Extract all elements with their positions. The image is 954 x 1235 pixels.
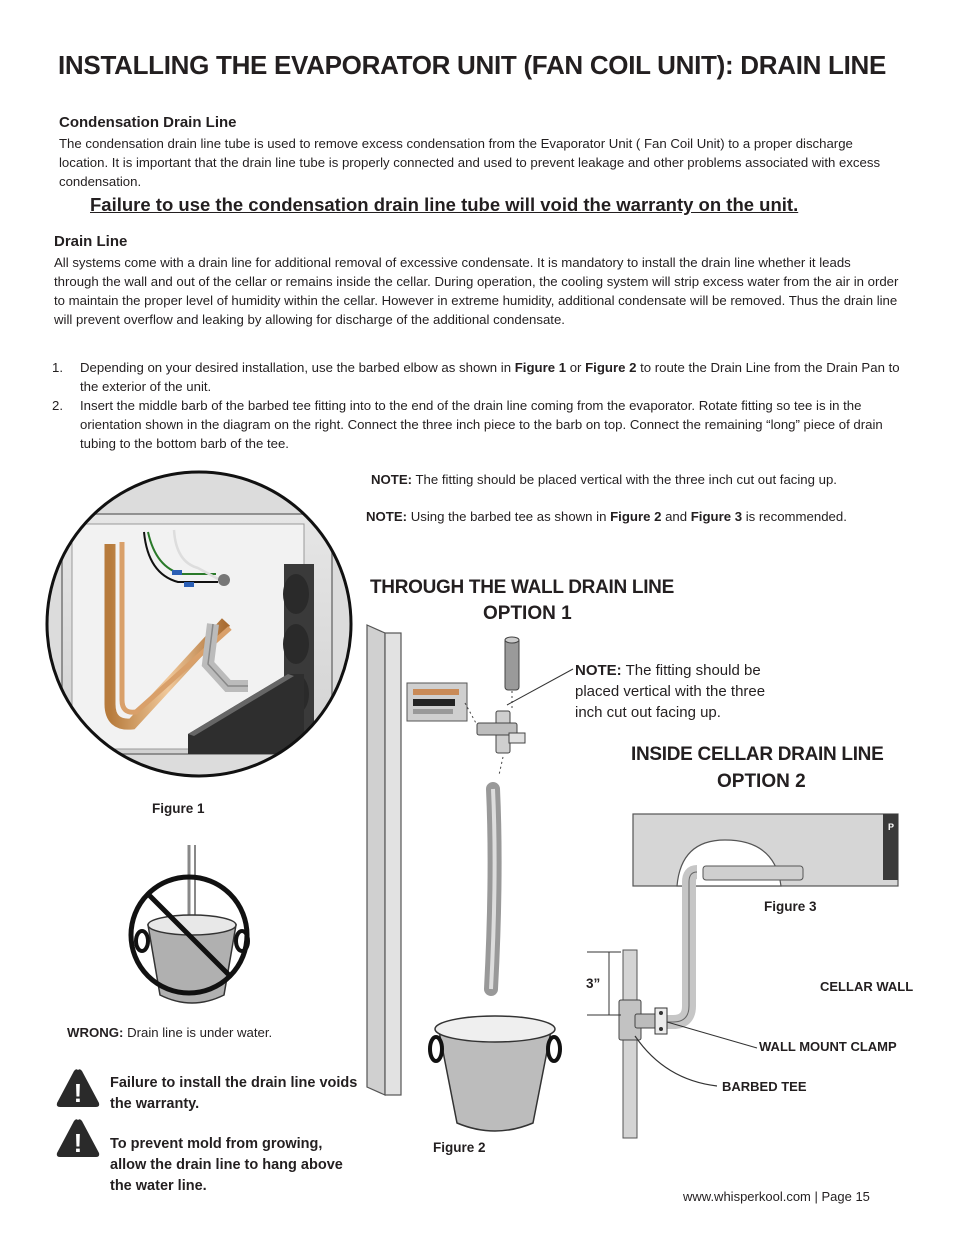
warning-text-mold: To prevent mold from growing, allow the drain line to hang above the water line. (110, 1136, 343, 1194)
cellar-wall-label: CELLAR WALL (820, 979, 914, 994)
figure1-caption: Figure 1 (152, 801, 205, 816)
step-item (52, 396, 902, 453)
barbed-tee-label: BARBED TEE (722, 1079, 807, 1094)
note-label: NOTE: (366, 509, 408, 524)
figure-ref: Figure 3 (690, 509, 743, 524)
wrong-text: Drain line is under water. (123, 1025, 273, 1040)
through-wall-heading: THROUGH THE WALL DRAIN LINE (370, 577, 674, 598)
figure-ref: Figure 1 (514, 360, 567, 375)
note-text: The fitting should be placed vertical with the three inch cut out facing up. (412, 472, 837, 487)
steps-list (52, 358, 902, 453)
note-tee (575, 660, 795, 723)
step-text: to route the Drain Line from the Drain Pan to the exterior of the unit. (80, 360, 900, 394)
wrong-caption (67, 1025, 272, 1040)
warning-triangle-icon (56, 1068, 100, 1108)
figure-ref: Figure 2 (610, 509, 662, 524)
note-text: Using the barbed tee as shown in (407, 509, 611, 524)
unit-letter: P (888, 822, 895, 832)
note-text: The fitting should be placed vertical with the three inch cut out facing up. (575, 662, 766, 721)
note-label: NOTE: (371, 472, 413, 487)
figure1-illustration (48, 464, 354, 806)
note-text: and (661, 509, 691, 524)
warning-triangle-icon (56, 1118, 100, 1158)
figure2-caption: Figure 2 (433, 1140, 486, 1155)
note-recommended (366, 509, 911, 524)
step-text: or (566, 360, 586, 375)
warning-text-warranty: Failure to install the drain line voids the warranty. (110, 1075, 358, 1112)
step-item (52, 358, 902, 396)
option1-heading: OPTION 1 (483, 603, 572, 624)
wall-mount-clamp-label: WALL MOUNT CLAMP (759, 1039, 897, 1054)
figure3-caption: Figure 3 (764, 899, 817, 914)
wrong-bucket-illustration (126, 845, 256, 1015)
drain-line-text: All systems come with a drain line for additional removal of excessive condensate. It is mandatory to install the drain line whether it leads through the wall and out of the cellar or remains inside the cellar. During operation, the cooling system will strip excess water from the air in order to maintain the proper level of humidity within the cellar. However in extreme humidity, additional condensate will be removed. Thus the drain line will prevent overflow and leaking by allowing for discharge of the additional condensate. (54, 255, 899, 327)
inside-cellar-heading: INSIDE CELLAR DRAIN LINE (631, 744, 884, 765)
note-vertical (371, 472, 911, 487)
svg-text:!: ! (73, 1128, 83, 1158)
note-label: NOTE: (575, 662, 622, 679)
option2-heading: OPTION 2 (717, 771, 806, 792)
drain-line-heading: Drain Line (54, 233, 128, 250)
page-footer: www.whisperkool.com | Page 15 (683, 1189, 870, 1204)
step-text: Insert the middle barb of the barbed tee fitting into to the end of the drain line coming from the evaporator. Rotate fitting so tee is in the orientation shown in the diagram on the right. Connect the three inch piece to the barb on top. Connect the remaining “long” piece of drain tubing to the bottom barb of the tee. (80, 398, 883, 451)
step-number: 1. (52, 360, 63, 375)
step-text: Depending on your desired installation, use the barbed elbow as shown in (80, 360, 515, 375)
wrong-label: WRONG: (67, 1025, 124, 1040)
three-inch-label: 3” (586, 976, 601, 991)
step-number: 2. (52, 398, 63, 413)
condensation-heading: Condensation Drain Line (59, 114, 237, 131)
figure-ref: Figure 2 (585, 360, 637, 375)
note-leader-line (505, 665, 575, 710)
page-title: INSTALLING THE EVAPORATOR UNIT (FAN COIL UNIT): DRAIN LINE (58, 50, 887, 80)
svg-text:!: ! (73, 1078, 83, 1108)
note-text: is recommended. (742, 509, 847, 524)
warranty-warning: Failure to use the condensation drain line tube will void the warranty on the unit. (90, 194, 799, 215)
condensation-text: The condensation drain line tube is used to remove excess condensation from the Evaporator Unit ( Fan Coil Unit) to a proper discharge location. It is important that the drain line tube is properly connected and used to prevent leakage and other problems associated with excess condensation. (59, 136, 881, 189)
